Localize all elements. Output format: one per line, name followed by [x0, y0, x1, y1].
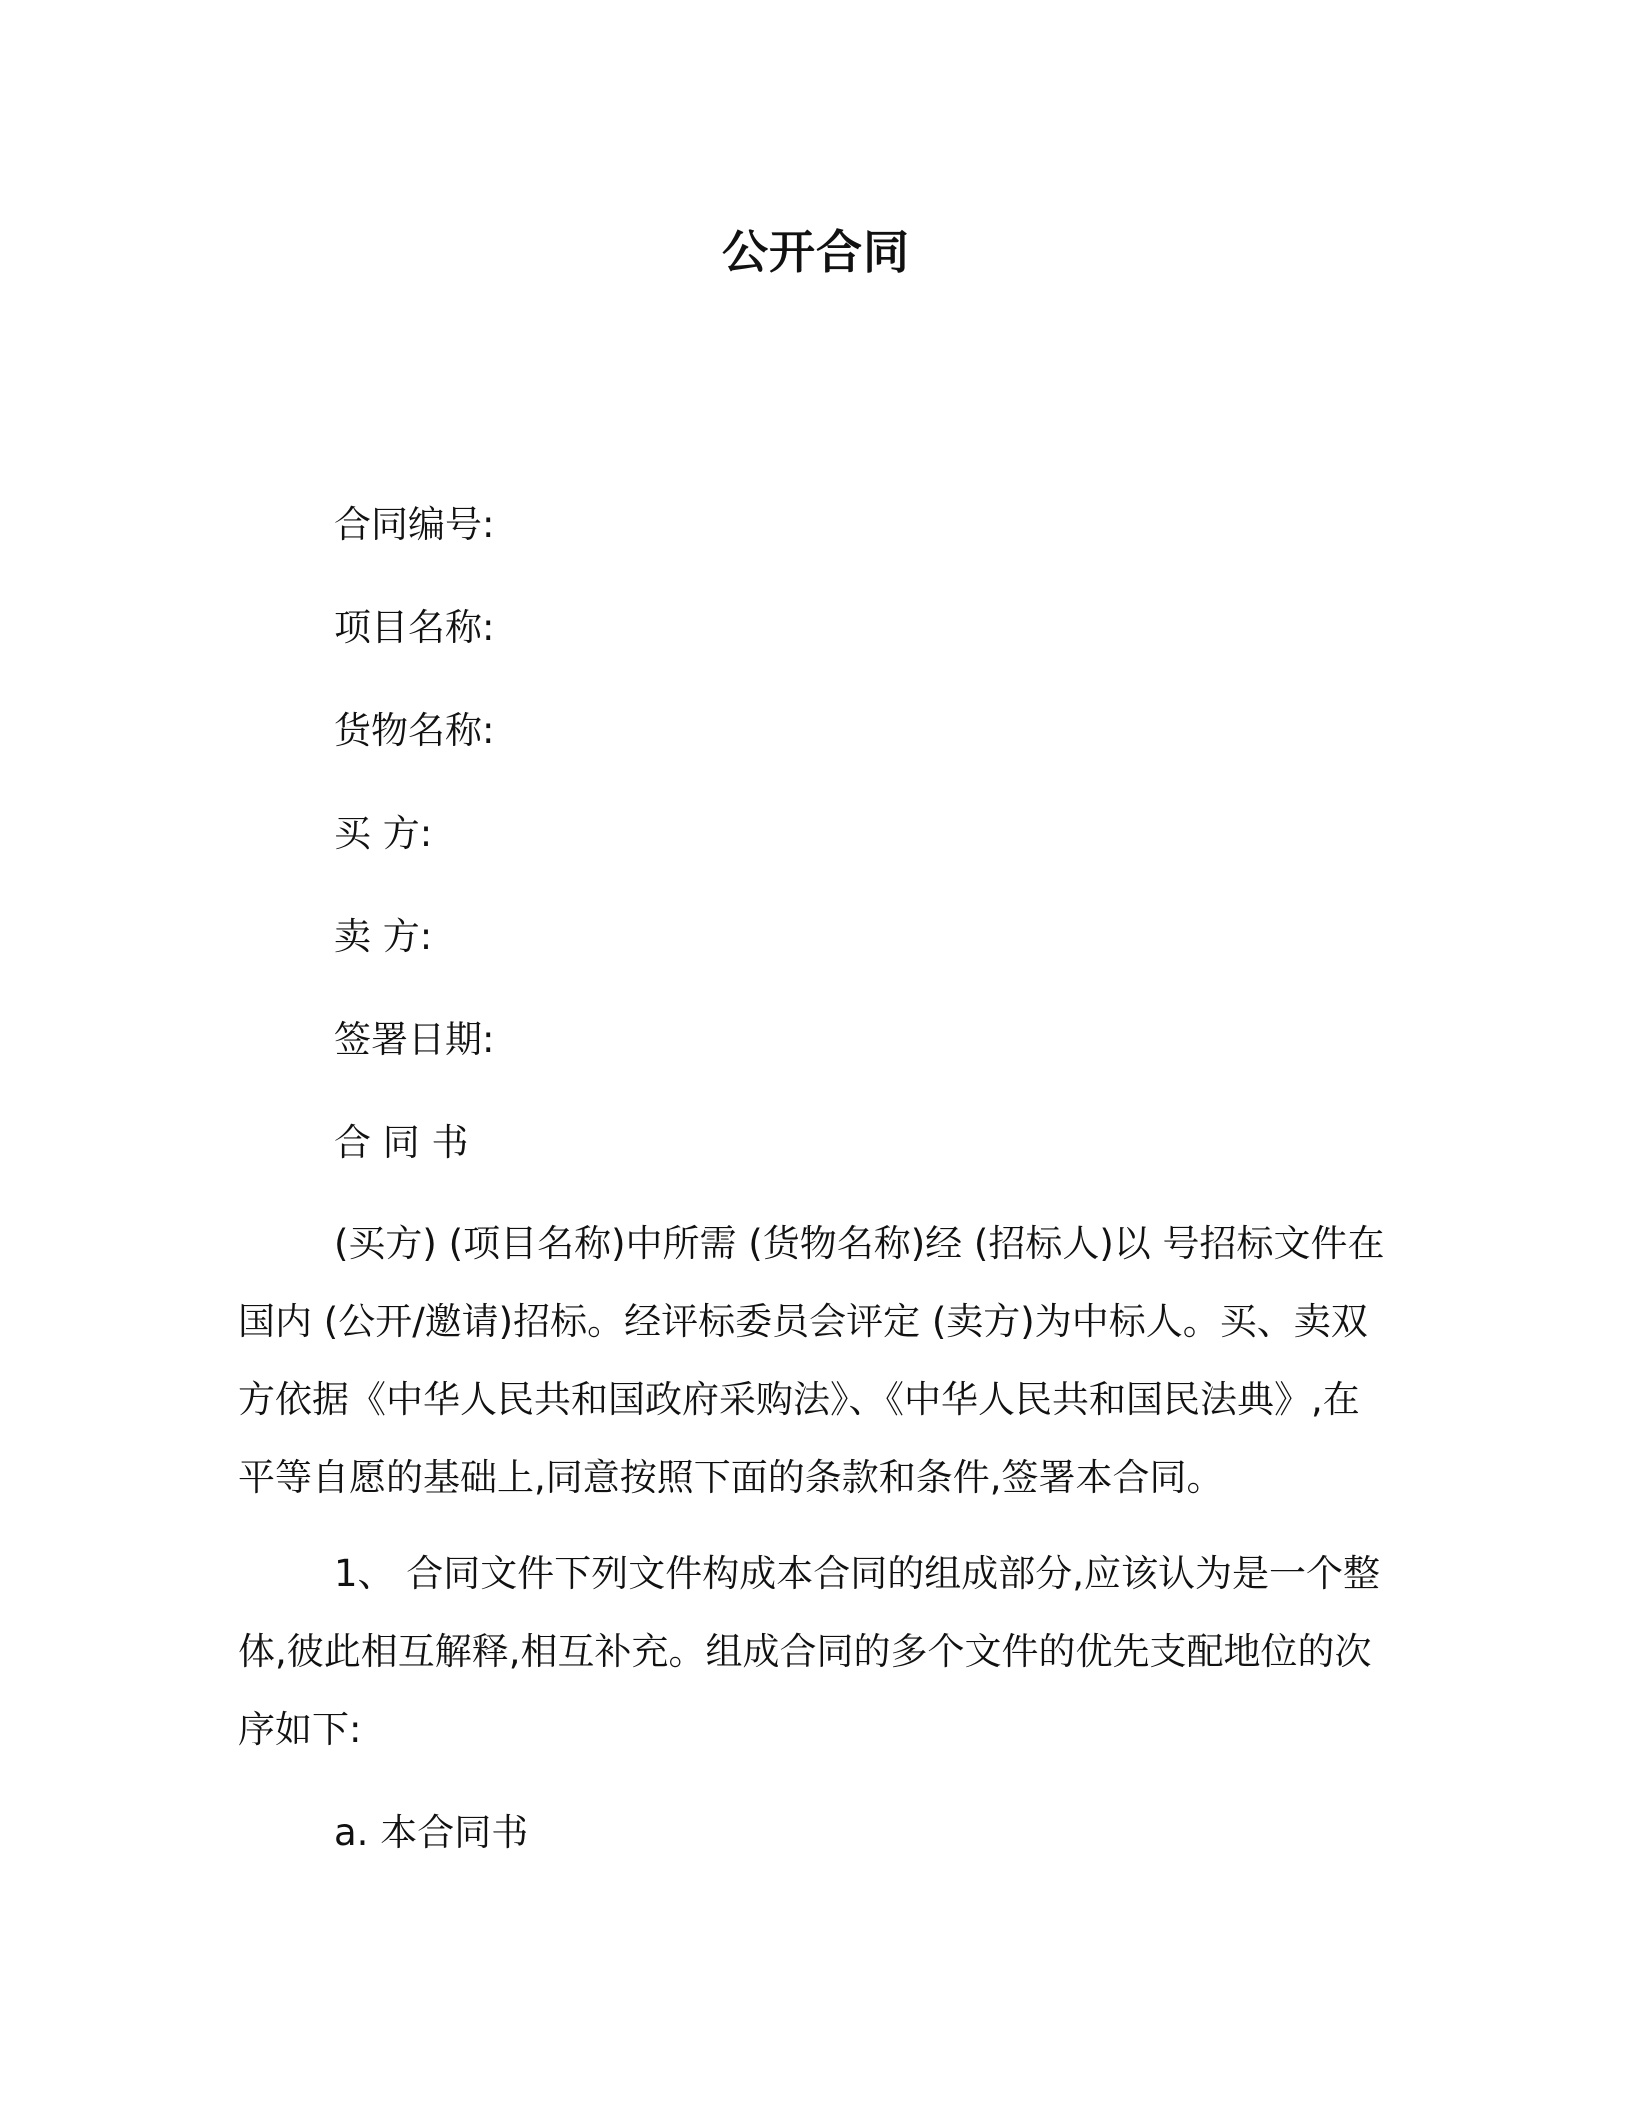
document-title: 公开合同 — [722, 225, 910, 279]
field-seller: 卖 方: — [334, 915, 433, 958]
field-buyer: 买 方: — [334, 812, 433, 855]
paragraph-preamble: (买方) (项目名称)中所需 (货物名称)经 (招标人)以 号招标文件在国内 (公开/邀请)招标。经评标委员会评定 (卖方)为中标人。买、卖双方依据《中华人民共和国政府采购法》、《中华人民共和国民法典》,在平等自愿的基础上,同意按照下面的条款和条件,签署本合同。 — [238, 1222, 1385, 1499]
paragraph-contract-documents: 1、 合同文件下列文件构成本合同的组成部分,应该认为是一个整体,彼此相互解释,相互补充。组成合同的多个文件的优先支配地位的次序如下: — [238, 1552, 1381, 1751]
field-contract-number: 合同编号: — [334, 503, 495, 546]
contract-heading: 合 同 书 — [334, 1121, 469, 1164]
field-project-name: 项目名称: — [334, 606, 495, 649]
field-goods-name: 货物名称: — [334, 709, 495, 752]
field-signing-date: 签署日期: — [334, 1018, 495, 1061]
list-item-contract-book: a. 本合同书 — [334, 1811, 529, 1854]
